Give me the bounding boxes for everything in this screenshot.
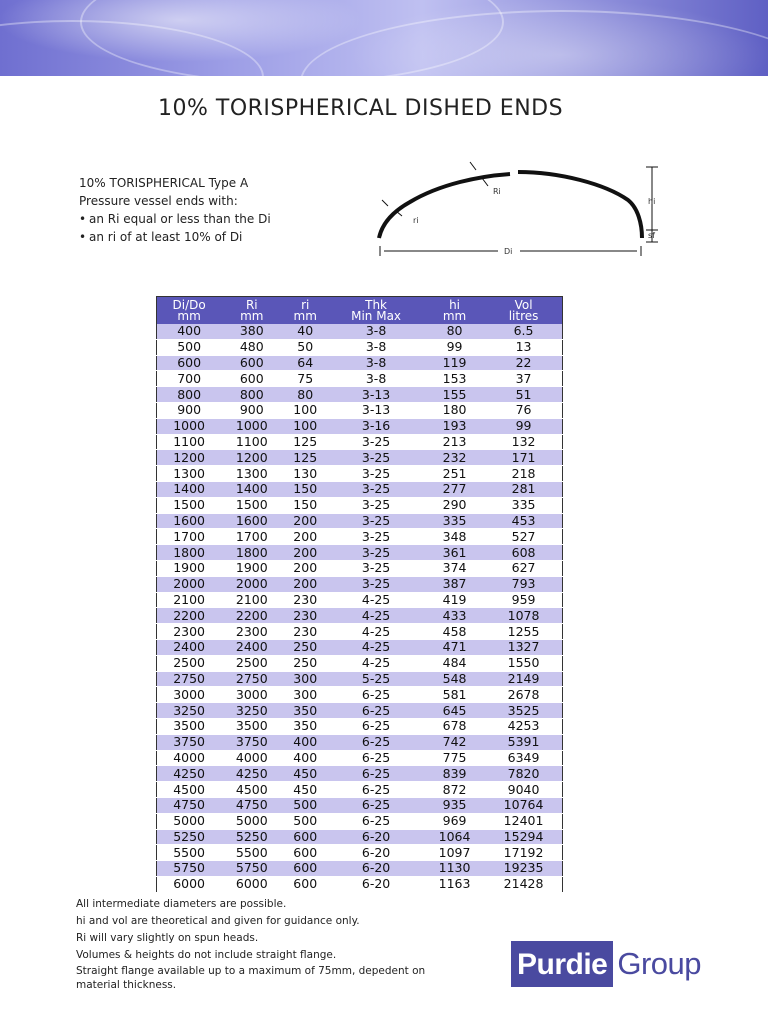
table-cell: 458 <box>424 624 485 640</box>
table-cell: 627 <box>485 560 562 576</box>
table-cell: 2300 <box>221 624 282 640</box>
table-cell: 3-8 <box>328 324 424 339</box>
intro-bullet: • an ri of at least 10% of Di <box>79 230 243 244</box>
table-cell: 2750 <box>221 671 282 687</box>
table-cell: 335 <box>485 497 562 513</box>
col-header-ri: ri mm <box>282 297 328 325</box>
table-cell: 3-25 <box>328 450 424 466</box>
table-cell: 21428 <box>485 876 562 892</box>
table-cell: 350 <box>282 703 328 719</box>
table-cell: 793 <box>485 576 562 592</box>
table-cell: 600 <box>157 355 222 371</box>
table-cell: 3-25 <box>328 560 424 576</box>
table-cell: 7820 <box>485 766 562 782</box>
table-cell: 4-25 <box>328 608 424 624</box>
table-row <box>157 766 563 782</box>
table-row <box>157 687 563 703</box>
logo-text: Group <box>617 946 702 981</box>
table-row <box>157 466 563 482</box>
table-row <box>157 450 563 466</box>
table-cell: 1163 <box>424 876 485 892</box>
table-cell: 200 <box>282 545 328 561</box>
table-cell: 200 <box>282 529 328 545</box>
table-cell: 500 <box>282 813 328 829</box>
table-cell: 1000 <box>221 418 282 434</box>
table-cell: 5250 <box>221 829 282 845</box>
table-cell: 4250 <box>221 766 282 782</box>
table-cell: 232 <box>424 450 485 466</box>
table-cell: 1400 <box>157 481 222 497</box>
table-cell: 1700 <box>221 529 282 545</box>
table-cell: 2200 <box>221 608 282 624</box>
table-cell: 4-25 <box>328 624 424 640</box>
table-row <box>157 829 563 845</box>
label-hi: hi <box>648 197 656 206</box>
table-cell: 12401 <box>485 813 562 829</box>
table-cell: 99 <box>424 339 485 355</box>
table-row <box>157 624 563 640</box>
table-cell: 645 <box>424 703 485 719</box>
table-cell: 3-25 <box>328 434 424 450</box>
table-cell: 548 <box>424 671 485 687</box>
table-cell: 4500 <box>221 782 282 798</box>
table-cell: 19235 <box>485 861 562 877</box>
table-cell: 4000 <box>157 750 222 766</box>
table-cell: 3-25 <box>328 513 424 529</box>
table-cell: 839 <box>424 766 485 782</box>
table-cell: 2100 <box>157 592 222 608</box>
table-cell: 10764 <box>485 797 562 813</box>
table-row <box>157 513 563 529</box>
table-row <box>157 639 563 655</box>
table-cell: 130 <box>282 466 328 482</box>
table-row <box>157 324 563 339</box>
table-cell: 3750 <box>157 734 222 750</box>
footnote: hi and vol are theoretical and given for guidance only. <box>76 915 360 927</box>
table-cell: 3750 <box>221 734 282 750</box>
table-body <box>157 324 563 892</box>
table-cell: 380 <box>221 324 282 339</box>
table-cell: 1300 <box>221 466 282 482</box>
table-row <box>157 560 563 576</box>
table-cell: 213 <box>424 434 485 450</box>
table-cell: 1800 <box>157 545 222 561</box>
footnote: Straight flange available up to a maximum of 75mm, depedent on material thickness. <box>76 965 426 991</box>
table-cell: 76 <box>485 402 562 418</box>
table-cell: 5391 <box>485 734 562 750</box>
table-cell: 250 <box>282 639 328 655</box>
table-cell: 3-25 <box>328 545 424 561</box>
table-cell: 1500 <box>157 497 222 513</box>
table-cell: 400 <box>282 734 328 750</box>
table-cell: 1800 <box>221 545 282 561</box>
table-cell: 600 <box>221 371 282 387</box>
purdie-group-logo <box>511 941 701 987</box>
table-cell: 453 <box>485 513 562 529</box>
table-cell: 2750 <box>157 671 222 687</box>
table-cell: 5250 <box>157 829 222 845</box>
table-cell: 4253 <box>485 718 562 734</box>
table-cell: 3-8 <box>328 355 424 371</box>
table-cell: 3-25 <box>328 529 424 545</box>
table-cell: 6-25 <box>328 766 424 782</box>
table-cell: 5000 <box>157 813 222 829</box>
page-title: 10% TORISPHERICAL DISHED ENDS <box>158 96 564 121</box>
col-header-thk: Thk Min Max <box>328 297 424 325</box>
table-cell: 290 <box>424 497 485 513</box>
logo-box: Purdie <box>511 941 613 987</box>
table-cell: 80 <box>282 387 328 403</box>
table-cell: 4750 <box>157 797 222 813</box>
table-cell: 171 <box>485 450 562 466</box>
table-cell: 5-25 <box>328 671 424 687</box>
table-cell: 742 <box>424 734 485 750</box>
table-cell: 3-13 <box>328 387 424 403</box>
col-header-dido: Di/Do mm <box>157 297 222 325</box>
table-cell: 2100 <box>221 592 282 608</box>
table-cell: 4-25 <box>328 592 424 608</box>
table-row <box>157 339 563 355</box>
table-cell: 5000 <box>221 813 282 829</box>
table-cell: 3-25 <box>328 497 424 513</box>
header-banner <box>0 0 768 76</box>
table-cell: 3000 <box>157 687 222 703</box>
table-cell: 300 <box>282 687 328 703</box>
table-cell: 2400 <box>157 639 222 655</box>
table-cell: 1097 <box>424 845 485 861</box>
intro-line-1: 10% TORISPHERICAL Type A <box>79 176 249 190</box>
table-cell: 99 <box>485 418 562 434</box>
table-cell: 1100 <box>221 434 282 450</box>
table-cell: 22 <box>485 355 562 371</box>
table-cell: 1078 <box>485 608 562 624</box>
table-row <box>157 481 563 497</box>
table-cell: 1130 <box>424 861 485 877</box>
table-row <box>157 592 563 608</box>
table-cell: 9040 <box>485 782 562 798</box>
table-cell: 6-25 <box>328 813 424 829</box>
table-cell: 450 <box>282 766 328 782</box>
table-cell: 4-25 <box>328 639 424 655</box>
table-cell: 250 <box>282 655 328 671</box>
table-cell: 3-8 <box>328 371 424 387</box>
table-row <box>157 402 563 418</box>
table-cell: 3500 <box>221 718 282 734</box>
table-row <box>157 387 563 403</box>
table-cell: 3500 <box>157 718 222 734</box>
table-cell: 6-25 <box>328 750 424 766</box>
table-cell: 600 <box>221 355 282 371</box>
table-cell: 433 <box>424 608 485 624</box>
table-cell: 125 <box>282 434 328 450</box>
footnote: Ri will vary slightly on spun heads. <box>76 932 259 944</box>
table-row <box>157 845 563 861</box>
label-Ri: Ri <box>493 187 501 196</box>
col-header-Ri: Ri mm <box>221 297 282 325</box>
dished-end-diagram <box>370 156 670 266</box>
table-cell: 1600 <box>221 513 282 529</box>
table-cell: 100 <box>282 402 328 418</box>
table-cell: 230 <box>282 624 328 640</box>
table-cell: 3-13 <box>328 402 424 418</box>
intro-bullet: • an Ri equal or less than the Di <box>79 212 271 226</box>
table-cell: 155 <box>424 387 485 403</box>
table-cell: 484 <box>424 655 485 671</box>
dimensions-table <box>156 296 563 893</box>
table-cell: 1300 <box>157 466 222 482</box>
table-cell: 6-20 <box>328 876 424 892</box>
table-row <box>157 497 563 513</box>
table-cell: 4250 <box>157 766 222 782</box>
table-cell: 480 <box>221 339 282 355</box>
table-cell: 50 <box>282 339 328 355</box>
table-row <box>157 371 563 387</box>
table-cell: 13 <box>485 339 562 355</box>
table-cell: 900 <box>157 402 222 418</box>
table-cell: 5500 <box>157 845 222 861</box>
table-cell: 1600 <box>157 513 222 529</box>
table-row <box>157 703 563 719</box>
table-cell: 37 <box>485 371 562 387</box>
table-row <box>157 734 563 750</box>
table-cell: 15294 <box>485 829 562 845</box>
table-cell: 200 <box>282 576 328 592</box>
table-cell: 180 <box>424 402 485 418</box>
table-cell: 335 <box>424 513 485 529</box>
table-cell: 1400 <box>221 481 282 497</box>
table-cell: 230 <box>282 608 328 624</box>
table-row <box>157 782 563 798</box>
table-cell: 1700 <box>157 529 222 545</box>
table-cell: 4000 <box>221 750 282 766</box>
table-row <box>157 545 563 561</box>
table-cell: 200 <box>282 560 328 576</box>
table-row <box>157 876 563 892</box>
table-cell: 2000 <box>157 576 222 592</box>
table-cell: 1064 <box>424 829 485 845</box>
table-row <box>157 418 563 434</box>
table-cell: 3-8 <box>328 339 424 355</box>
table-cell: 200 <box>282 513 328 529</box>
table-cell: 125 <box>282 450 328 466</box>
table-row <box>157 529 563 545</box>
table-cell: 6000 <box>157 876 222 892</box>
table-cell: 6-25 <box>328 718 424 734</box>
col-header-hi: hi mm <box>424 297 485 325</box>
table-cell: 1550 <box>485 655 562 671</box>
table-cell: 600 <box>282 861 328 877</box>
table-cell: 75 <box>282 371 328 387</box>
table-cell: 1255 <box>485 624 562 640</box>
table-cell: 2149 <box>485 671 562 687</box>
table-cell: 348 <box>424 529 485 545</box>
table-cell: 581 <box>424 687 485 703</box>
intro-text <box>79 174 271 246</box>
table-row <box>157 655 563 671</box>
table-cell: 119 <box>424 355 485 371</box>
table-cell: 6-25 <box>328 734 424 750</box>
table-cell: 1000 <box>157 418 222 434</box>
table-cell: 400 <box>282 750 328 766</box>
table-cell: 5750 <box>221 861 282 877</box>
table-cell: 471 <box>424 639 485 655</box>
table-header-row <box>157 297 563 325</box>
table-cell: 775 <box>424 750 485 766</box>
table-cell: 6-25 <box>328 687 424 703</box>
table-cell: 150 <box>282 497 328 513</box>
table-cell: 1900 <box>221 560 282 576</box>
table-cell: 6-25 <box>328 782 424 798</box>
table-cell: 2000 <box>221 576 282 592</box>
table-cell: 64 <box>282 355 328 371</box>
label-Di: Di <box>504 247 513 256</box>
table-cell: 2300 <box>157 624 222 640</box>
table-cell: 3250 <box>221 703 282 719</box>
table-cell: 3-25 <box>328 481 424 497</box>
table-cell: 935 <box>424 797 485 813</box>
table-row <box>157 434 563 450</box>
table-row <box>157 671 563 687</box>
table-row <box>157 355 563 371</box>
table-cell: 277 <box>424 481 485 497</box>
table-cell: 6349 <box>485 750 562 766</box>
table-cell: 678 <box>424 718 485 734</box>
table-cell: 600 <box>282 845 328 861</box>
table-cell: 3-25 <box>328 466 424 482</box>
table-cell: 6-20 <box>328 861 424 877</box>
table-cell: 2500 <box>157 655 222 671</box>
table-cell: 900 <box>221 402 282 418</box>
table-cell: 6-25 <box>328 703 424 719</box>
table-cell: 193 <box>424 418 485 434</box>
table-cell: 2500 <box>221 655 282 671</box>
label-sf: sf <box>648 231 655 240</box>
table-cell: 1327 <box>485 639 562 655</box>
table-cell: 2400 <box>221 639 282 655</box>
table-cell: 1200 <box>221 450 282 466</box>
table-cell: 4750 <box>221 797 282 813</box>
table-cell: 6000 <box>221 876 282 892</box>
table-cell: 230 <box>282 592 328 608</box>
table-cell: 387 <box>424 576 485 592</box>
table-row <box>157 797 563 813</box>
table-row <box>157 718 563 734</box>
table-cell: 959 <box>485 592 562 608</box>
table-cell: 6-20 <box>328 845 424 861</box>
table-cell: 281 <box>485 481 562 497</box>
table-cell: 700 <box>157 371 222 387</box>
table-cell: 3-25 <box>328 576 424 592</box>
table-cell: 6-25 <box>328 797 424 813</box>
table-cell: 608 <box>485 545 562 561</box>
table-row <box>157 608 563 624</box>
table-cell: 800 <box>221 387 282 403</box>
footnote: Volumes & heights do not include straight flange. <box>76 949 337 961</box>
col-header-vol: Vol litres <box>485 297 562 325</box>
table-cell: 2200 <box>157 608 222 624</box>
intro-line-2: Pressure vessel ends with: <box>79 194 238 208</box>
table-cell: 527 <box>485 529 562 545</box>
table-cell: 251 <box>424 466 485 482</box>
table-cell: 100 <box>282 418 328 434</box>
table-cell: 4500 <box>157 782 222 798</box>
table-cell: 400 <box>157 324 222 339</box>
table-cell: 132 <box>485 434 562 450</box>
table-cell: 4-25 <box>328 655 424 671</box>
table-cell: 17192 <box>485 845 562 861</box>
table-row <box>157 813 563 829</box>
table-cell: 1100 <box>157 434 222 450</box>
table-cell: 2678 <box>485 687 562 703</box>
table-cell: 300 <box>282 671 328 687</box>
table-cell: 3000 <box>221 687 282 703</box>
table-cell: 350 <box>282 718 328 734</box>
table-cell: 1500 <box>221 497 282 513</box>
table-row <box>157 576 563 592</box>
label-ri: ri <box>413 216 419 225</box>
table-cell: 969 <box>424 813 485 829</box>
table-cell: 3525 <box>485 703 562 719</box>
table-cell: 150 <box>282 481 328 497</box>
table-cell: 419 <box>424 592 485 608</box>
table-cell: 374 <box>424 560 485 576</box>
table-cell: 361 <box>424 545 485 561</box>
table-cell: 3-16 <box>328 418 424 434</box>
table-cell: 872 <box>424 782 485 798</box>
table-cell: 5750 <box>157 861 222 877</box>
table-cell: 218 <box>485 466 562 482</box>
table-cell: 80 <box>424 324 485 339</box>
table-row <box>157 750 563 766</box>
table-cell: 40 <box>282 324 328 339</box>
table-cell: 6-20 <box>328 829 424 845</box>
table-cell: 600 <box>282 829 328 845</box>
table-cell: 1900 <box>157 560 222 576</box>
table-cell: 153 <box>424 371 485 387</box>
table-cell: 600 <box>282 876 328 892</box>
footnote: All intermediate diameters are possible. <box>76 898 287 910</box>
table-cell: 500 <box>282 797 328 813</box>
footnotes <box>76 896 436 992</box>
table-cell: 51 <box>485 387 562 403</box>
table-cell: 450 <box>282 782 328 798</box>
table-cell: 500 <box>157 339 222 355</box>
table-cell: 6.5 <box>485 324 562 339</box>
table-cell: 3250 <box>157 703 222 719</box>
table-cell: 1200 <box>157 450 222 466</box>
table-cell: 5500 <box>221 845 282 861</box>
table-row <box>157 861 563 877</box>
table-cell: 800 <box>157 387 222 403</box>
